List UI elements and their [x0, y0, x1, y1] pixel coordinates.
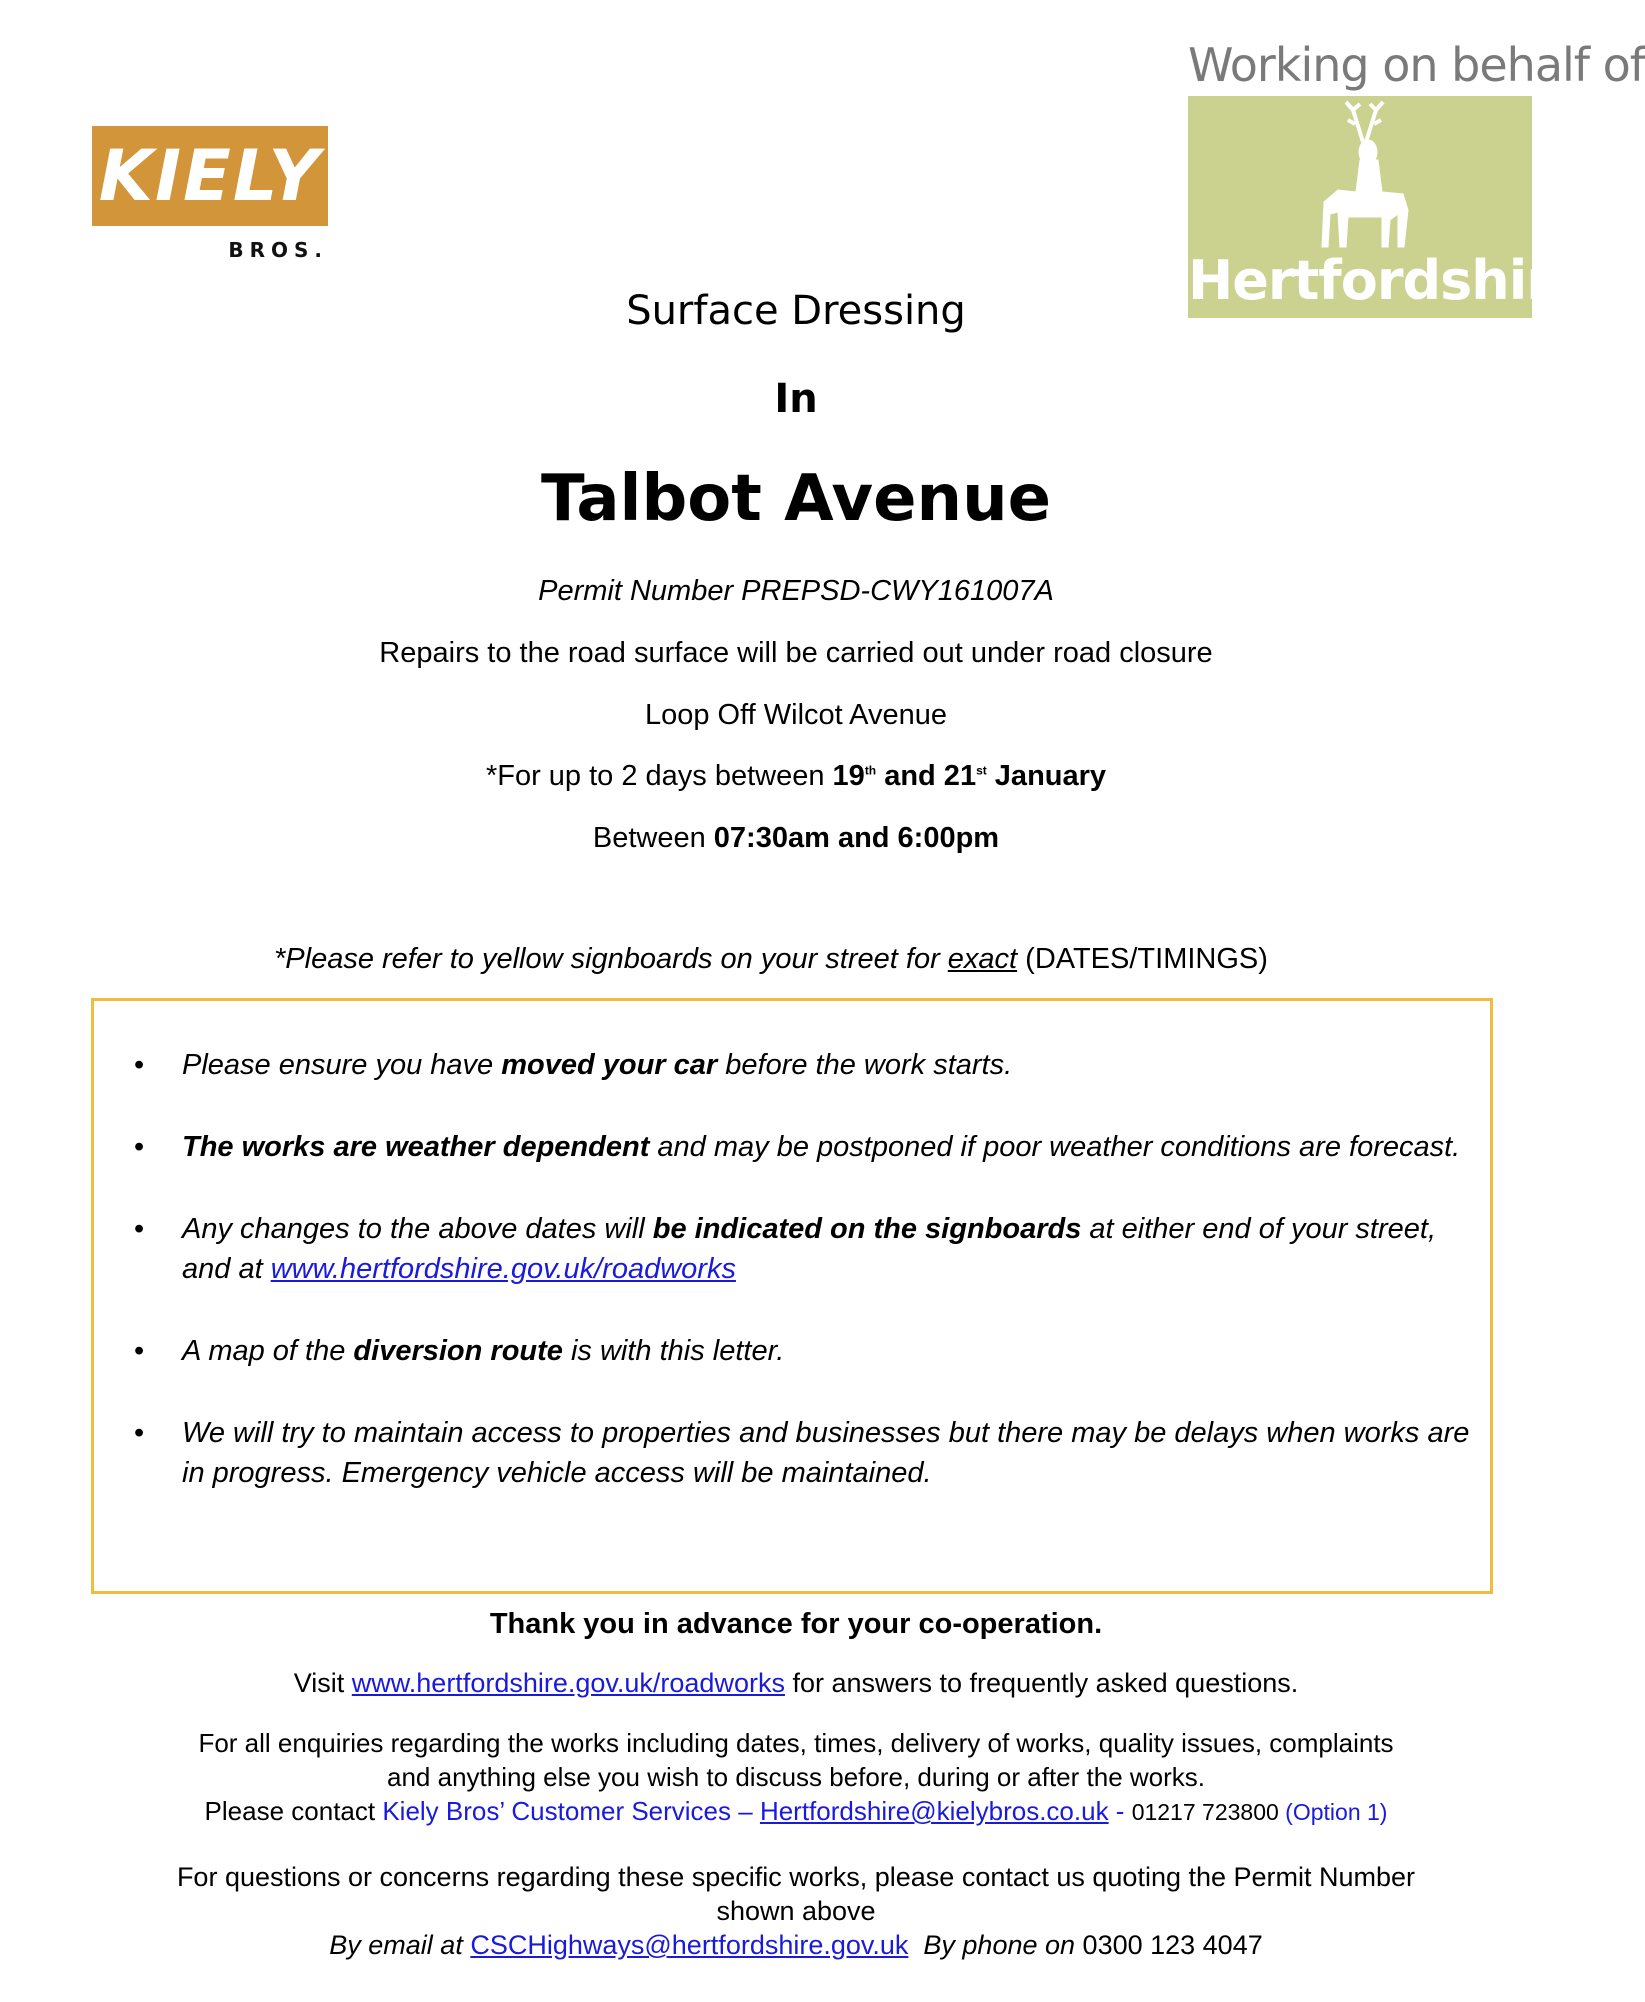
- item5-text: We will try to maintain access to properties and businesses but there may be delays when works are in progress. Emergency vehicle access will be maintained.: [182, 1417, 1470, 1489]
- contact-email-link[interactable]: Hertfordshire@kielybros.co.uk: [759, 1796, 1109, 1826]
- list-item: [134, 1127, 1479, 1167]
- dates-line: [0, 760, 1592, 793]
- refer-suffix: (DATES/TIMINGS): [1017, 943, 1268, 975]
- stag-icon: [1308, 102, 1418, 252]
- phone-pre: By phone on: [908, 1930, 1083, 1960]
- street-name: Talbot Avenue: [540, 462, 1052, 536]
- email-pre: By email at: [329, 1930, 471, 1960]
- item1-bold: moved your car: [501, 1049, 718, 1081]
- visit-post: for answers to frequently asked questions.: [784, 1668, 1299, 1698]
- bullet: •: [134, 1131, 145, 1163]
- location-text: Loop Off Wilcot Avenue: [644, 699, 947, 731]
- bullet: •: [134, 1335, 145, 1367]
- contact-option: (Option 1): [1278, 1799, 1388, 1825]
- dates-prefix: *For up to 2 days between: [485, 760, 833, 792]
- questions-line-2: shown above: [716, 1896, 876, 1926]
- item3-mid: at either end of your street, and at: [182, 1213, 1437, 1285]
- enquiries-line-2: and anything else you wish to discuss before, during or after the works.: [387, 1762, 1205, 1792]
- kiely-logo-text: KIELY: [98, 135, 322, 217]
- time-prefix: Between: [592, 822, 714, 854]
- item2-bold: The works are weather dependent: [182, 1131, 650, 1163]
- item1-pre: Please ensure you have: [182, 1049, 502, 1081]
- refer-emphasis: exact: [947, 943, 1018, 975]
- repairs-statement: Repairs to the road surface will be carried out under road closure: [379, 637, 1213, 669]
- contact-methods: [0, 1928, 1592, 1962]
- date-start-suffix: th: [864, 763, 877, 778]
- kiely-logo-subtext: BROS.: [228, 238, 328, 262]
- enquiries-line-1: For all enquiries regarding the works including dates, times, delivery of works, quality issues, complaints: [198, 1728, 1394, 1758]
- contact-pre: Please contact: [204, 1796, 383, 1826]
- contact-dash: -: [1108, 1796, 1132, 1826]
- thanks-text: Thank you in advance for your co-operation.: [489, 1608, 1103, 1640]
- kiely-logo-box: [92, 126, 328, 226]
- bullet: •: [134, 1417, 145, 1449]
- item3-pre: Any changes to the above dates will: [182, 1213, 653, 1245]
- visit-roadworks-link[interactable]: www.hertfordshire.gov.uk/roadworks: [351, 1668, 785, 1698]
- list-item: [134, 1209, 1479, 1289]
- date-start: [833, 760, 1107, 792]
- herts-logo-box: [1188, 96, 1588, 318]
- bullet: •: [134, 1213, 145, 1245]
- item1-post: before the work starts.: [717, 1049, 1013, 1081]
- visit-line: [0, 1668, 1592, 1699]
- questions-block: [0, 1860, 1592, 1962]
- bullet: •: [134, 1049, 145, 1081]
- list-item: [134, 1413, 1479, 1493]
- notice-box: [91, 998, 1493, 1594]
- list-item: [134, 1045, 1479, 1085]
- kiely-logo: [92, 126, 328, 266]
- time-line: [0, 822, 1592, 855]
- item3-bold: be indicated on the signboards: [652, 1213, 1082, 1245]
- notice-preposition: In: [774, 376, 818, 422]
- contact-line: [0, 1794, 1592, 1829]
- list-item: [134, 1331, 1479, 1371]
- herts-logo-name: Hertfordshire: [1188, 249, 1588, 312]
- enquiries-block: [0, 1726, 1592, 1829]
- highways-email-link[interactable]: CSCHighways@hertfordshire.gov.uk: [470, 1930, 909, 1960]
- item4-pre: A map of the: [182, 1335, 354, 1367]
- item4-bold: diversion route: [353, 1335, 563, 1367]
- permit-number: Permit Number PREPSD-CWY161007A: [538, 575, 1054, 607]
- hertfordshire-logo: [1188, 38, 1645, 313]
- herts-caption: Working on behalf of: [1188, 38, 1645, 92]
- notice-title: Surface Dressing: [626, 288, 966, 334]
- contact-name: Kiely Bros’ Customer Services –: [382, 1796, 760, 1826]
- time-range: 07:30am and 6:00pm: [713, 822, 1000, 854]
- questions-line-1: For questions or concerns regarding these specific works, please contact us quoting the Permit Number: [176, 1862, 1416, 1892]
- phone-number: 0300 123 4047: [1082, 1930, 1263, 1960]
- visit-pre: Visit: [293, 1668, 352, 1698]
- date-start-day: 19: [832, 760, 865, 792]
- date-and: and 21: [876, 760, 977, 792]
- date-end-suffix: st: [976, 763, 987, 778]
- item4-post: is with this letter.: [562, 1335, 785, 1367]
- item2-post: and may be postponed if poor weather conditions are forecast.: [649, 1131, 1461, 1163]
- roadworks-link[interactable]: www.hertfordshire.gov.uk/roadworks: [270, 1253, 736, 1285]
- notice-list: [134, 1045, 1479, 1535]
- refer-prefix: *Please refer to yellow signboards on your street for: [274, 943, 948, 975]
- date-month: January: [986, 760, 1107, 792]
- contact-phone: 01217 723800: [1131, 1799, 1279, 1825]
- refer-signboards: [274, 943, 1268, 976]
